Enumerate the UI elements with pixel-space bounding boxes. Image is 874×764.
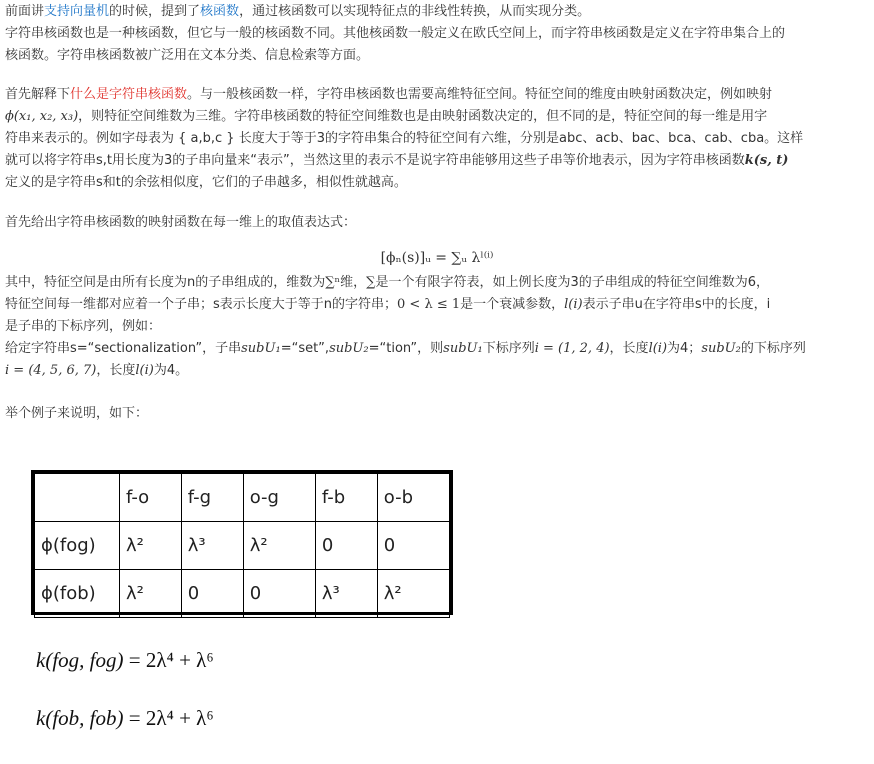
table-row <box>35 522 450 570</box>
table-header-cell: f-b <box>315 474 377 522</box>
table-cell: 0 <box>243 570 315 618</box>
table-header-cell: f-o <box>120 474 182 522</box>
index-seq: i = (1, 2, 4) <box>534 341 610 356</box>
text: ，长度 <box>96 363 136 378</box>
table-cell: λ² <box>120 570 182 618</box>
text: 表示子串u在字符串s中的长度，i <box>582 297 771 312</box>
text: 举个例子来说明，如下： <box>5 406 149 421</box>
table-header-row <box>35 474 450 522</box>
table-cell: λ³ <box>315 570 377 618</box>
text: 首先给出字符串核函数的映射函数在每一维上的取值表达式： <box>5 215 357 230</box>
kernel-formula-fog <box>36 648 214 673</box>
table-cell: 0 <box>315 522 377 570</box>
table-cell <box>35 474 120 522</box>
sub1: subU₁ <box>241 341 281 356</box>
sub2: subU₂ <box>701 341 741 356</box>
text: 为4。 <box>153 363 189 378</box>
formula-rhs: = 2λ⁴ + λ⁶ <box>128 706 214 730</box>
text: 是一个衰减参数， <box>460 297 565 312</box>
text: ，则特征空间维数为三维。字符串核函数的特征空间维数也是由映射函数决定的，但不同的是，特征空间的每一维是用字 <box>78 109 768 124</box>
table-cell: λ² <box>243 522 315 570</box>
li-expression: l(i) <box>135 363 154 378</box>
text: 维， <box>340 275 367 290</box>
text: 是一个有限字符表，如上例长度为3的子串组成的特征空间维数为6， <box>375 275 769 290</box>
text: =“set”, <box>280 341 330 356</box>
highlight-text: 什么是字符串核函数 <box>70 87 188 102</box>
text: 就可以将字符串s,t用长度为3的子串向量来“表示”，当然这里的表示不是说字符串能够用这些子串等价地表示，因为字符串核函数 <box>5 153 745 168</box>
row-header-cell: ϕ(fog) <box>35 522 120 570</box>
formula-rhs: = 2λ⁴ + λ⁶ <box>128 648 214 672</box>
example-intro <box>5 403 871 425</box>
text: 给定字符串s=“sectionalization”，子串 <box>5 341 242 356</box>
text: 定义的是字符串s和t的余弦相似度，它们的子串越多，相似性就越高。 <box>5 175 407 190</box>
table-cell: λ² <box>120 522 182 570</box>
sum-symbol: ∑ <box>366 275 376 290</box>
li-expression: l(i) <box>564 297 583 312</box>
phi-expression: ϕ(x₁, x₂, x₃) <box>5 109 79 124</box>
mapping-intro <box>5 212 871 234</box>
text: 前面讲 <box>5 4 45 19</box>
text: 为4； <box>667 341 702 356</box>
kernel-link[interactable]: 核函数 <box>200 4 240 19</box>
text: ，长度 <box>609 341 649 356</box>
text: 符串来表示的。例如字母表为 { a,b,c } 长度大于等于3的字符串集合的特征空间有六维，分别是abc、acb、bac、bca、cab、cba。这样 <box>5 131 804 146</box>
table-cell: 0 <box>377 522 449 570</box>
table-cell: λ³ <box>181 522 243 570</box>
row-header-cell: ϕ(fob) <box>35 570 120 618</box>
svm-link[interactable]: 支持向量机 <box>44 4 110 19</box>
text: 。与一般核函数一样，字符串核函数也需要高维特征空间。特征空间的维度由映射函数决定，例如映射 <box>187 87 773 102</box>
text: 的时候，提到了 <box>109 4 201 19</box>
text: 是子串的下标序列，例如： <box>5 319 162 334</box>
text: 核函数。字符串核函数被广泛用在文本分类、信息检索等方面。 <box>5 48 370 63</box>
table-header-cell: f-g <box>181 474 243 522</box>
kst-expression: k(s, t) <box>744 153 789 168</box>
lambda-range: 0 < λ ≤ 1 <box>397 297 461 312</box>
table-cell: λ² <box>377 570 449 618</box>
text: 特征空间每一维都对应着一个子串；s表示长度大于等于n的字符串； <box>5 297 398 312</box>
sub1: subU₁ <box>443 341 483 356</box>
kernel-formula-fob <box>36 706 214 731</box>
text: 其中，特征空间是由所有长度为n的子串组成的，维数为 <box>5 275 326 290</box>
example-table <box>31 470 453 615</box>
table-header-cell: o-g <box>243 474 315 522</box>
table-cell: 0 <box>181 570 243 618</box>
text: =“tion”，则 <box>368 341 444 356</box>
text: 字符串核函数也是一种核函数，但它与一般的核函数不同。其他核函数一般定义在欧氏空间上，而字符串核函数是定义在字符串集合上的 <box>5 26 786 41</box>
formula-lhs: k(fog, fog) <box>36 648 124 672</box>
table-row <box>35 570 450 618</box>
explanation-paragraph <box>5 272 871 382</box>
li-expression: l(i) <box>648 341 668 356</box>
table-header-cell: o-b <box>377 474 449 522</box>
definition-paragraph <box>5 84 871 194</box>
intro-paragraph <box>5 1 871 67</box>
formula-lhs: k(fob, fob) <box>36 706 124 730</box>
sub2: subU₂ <box>329 341 369 356</box>
text: 的下标序列 <box>740 341 806 356</box>
text: 下标序列 <box>482 341 535 356</box>
index-seq: i = (4, 5, 6, 7) <box>5 363 97 378</box>
sum-n: ∑ⁿ <box>325 275 341 290</box>
text: 首先解释下 <box>5 87 71 102</box>
text: ，通过核函数可以实现特征点的非线性转换，从而实现分类。 <box>239 4 591 19</box>
mapping-formula: [ϕₙ(s)]ᵤ = ∑ᵤ λˡ⁽ⁱ⁾ <box>380 250 494 266</box>
